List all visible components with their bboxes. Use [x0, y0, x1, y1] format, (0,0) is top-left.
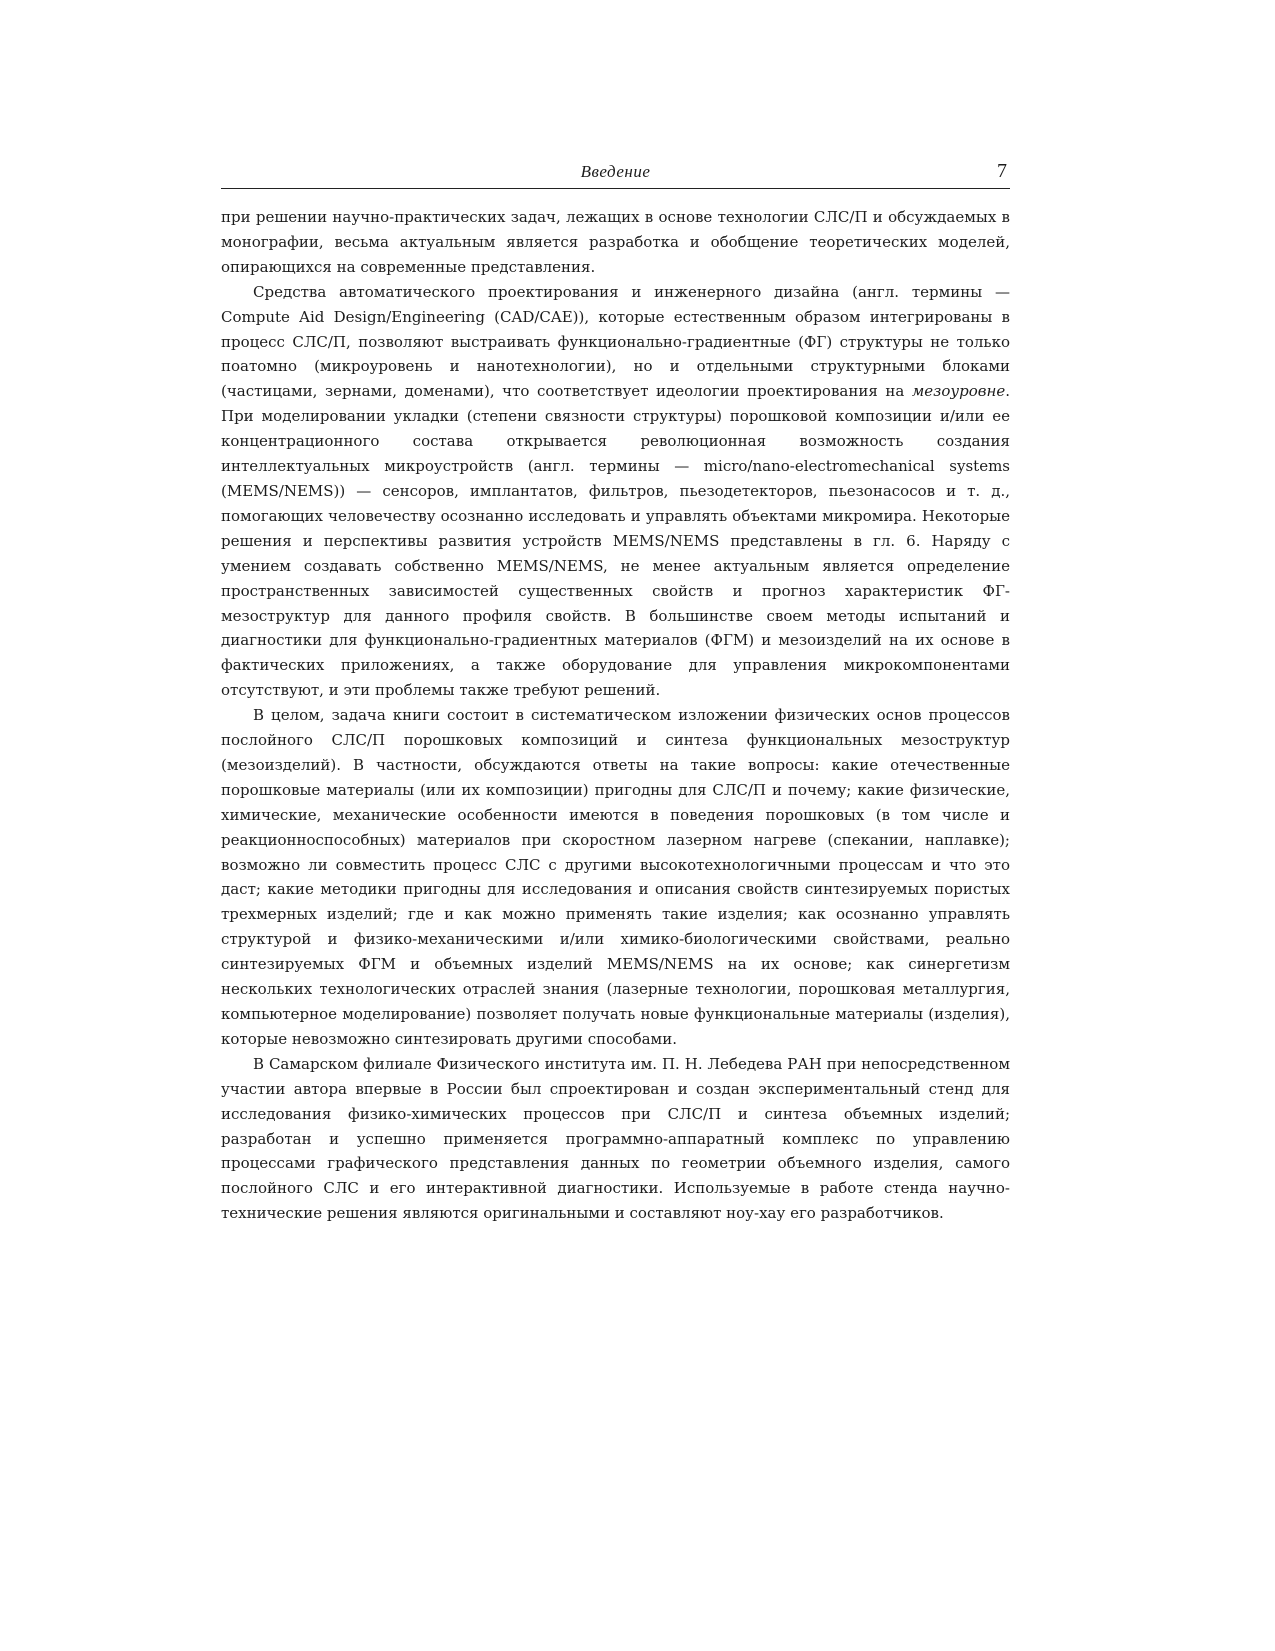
paragraph-4: В Самарском филиале Физического института им. П. Н. Лебедева РАН при непосредственном участии автора впервые в России был спроектирован и создан экспериментальный стенд для исследования физико-химических процессов при СЛС/П и синтеза объемных изделий; разработан и успешно применяется программно-аппаратный комплекс по управлению процессами графического представления данных по геометрии объемного изделия, самого послойного СЛС и его интерактивной диагностики. Используемые в работе стенда научно-технические решения являются оригинальными и составляют ноу-хау его разработчиков. [221, 1054, 1010, 1223]
page-number: 7 [997, 160, 1007, 182]
paragraph-1: при решении научно-практических задач, лежащих в основе технологии СЛС/П и обсуждаемых в монографии, весьма актуальным является разработка и обобщение теоретических моделей, опирающихся на современные представления. [221, 208, 1010, 276]
paragraph-2 [221, 280, 1010, 703]
paragraph-2-part-1: Средства автоматического проектирования и инженерного дизайна (англ. термины — Compute Aid Design/Engineering (CAD/CAE)), которые естественным образом интегрированы в процесс СЛС/П, позволяют выстраивать функционально-градиентные (ФГ) структуры не только поатомно (микроуровень и нанотехнологии), но и отдельными структурными блоками (частицами, зернами, доменами), что соответствует идеологии проектирования на [221, 282, 1010, 401]
emphasized-term: мезоуровне [911, 382, 1006, 401]
paragraph-2-part-2: . При моделировании укладки (степени связности структуры) порошковой композиции и/или ее концентрационного состава открывается революционная возможность создания интеллектуальных микроустройств (англ. термины — micro/nano-electromechanical systems (MEMS/NEMS)) — сенсоров, имплантатов, фильтров, пьезодетекторов, пьезонасосов и т. д., помогающих человечеству осознанно исследовать и управлять объектами микромира. Некоторые решения и перспективы развития устройств MEMS/NEMS представлены в гл. 6. Наряду с умением создавать собственно MEMS/NEMS, не менее актуальным является определение пространственных зависимостей существенных свойств и прогноз характеристик ФГ-мезоструктур для данного профиля свойств. В большинстве своем методы испытаний и диагностики для функционально-градиентных материалов (ФГМ) и мезоизделий на их основе в фактических приложениях, а также оборудование для управления микрокомпонентами отсутствуют, и эти проблемы также требуют решений. [221, 382, 1010, 700]
running-title: Введение [580, 162, 651, 181]
paragraph-3: В целом, задача книги состоит в систематическом изложении физических основ процессов послойного СЛС/П порошковых композиций и синтеза функциональных мезоструктур (мезоизделий). В частности, обсуждаются ответы на такие вопросы: какие отечественные порошковые материалы (или их композиции) пригодны для СЛС/П и почему; какие физические, химические, механические особенности имеются в поведения порошковых (в том числе и реакционноспособных) материалов при скоростном лазерном нагреве (спекании, наплавке); возможно ли совместить процесс СЛС с другими высокотехнологичными процессам и что это даст; какие методики пригодны для исследования и описания свойств синтезируемых пористых трехмерных изделий; где и как можно применять такие изделия; как осознанно управлять структурой и физико-механическими и/или химико-биологическими свойствами, реально синтезируемых ФГМ и объемных изделий MEMS/NEMS на их основе; как синергетизм нескольких технологических отраслей знания (лазерные технологии, порошковая металлургия, компьютерное моделирование) позволяет получать новые функциональные материалы (изделия), которые невозможно синтезировать другими способами. [221, 706, 1010, 1048]
body-text [221, 205, 1010, 1375]
page-header [221, 160, 1010, 189]
